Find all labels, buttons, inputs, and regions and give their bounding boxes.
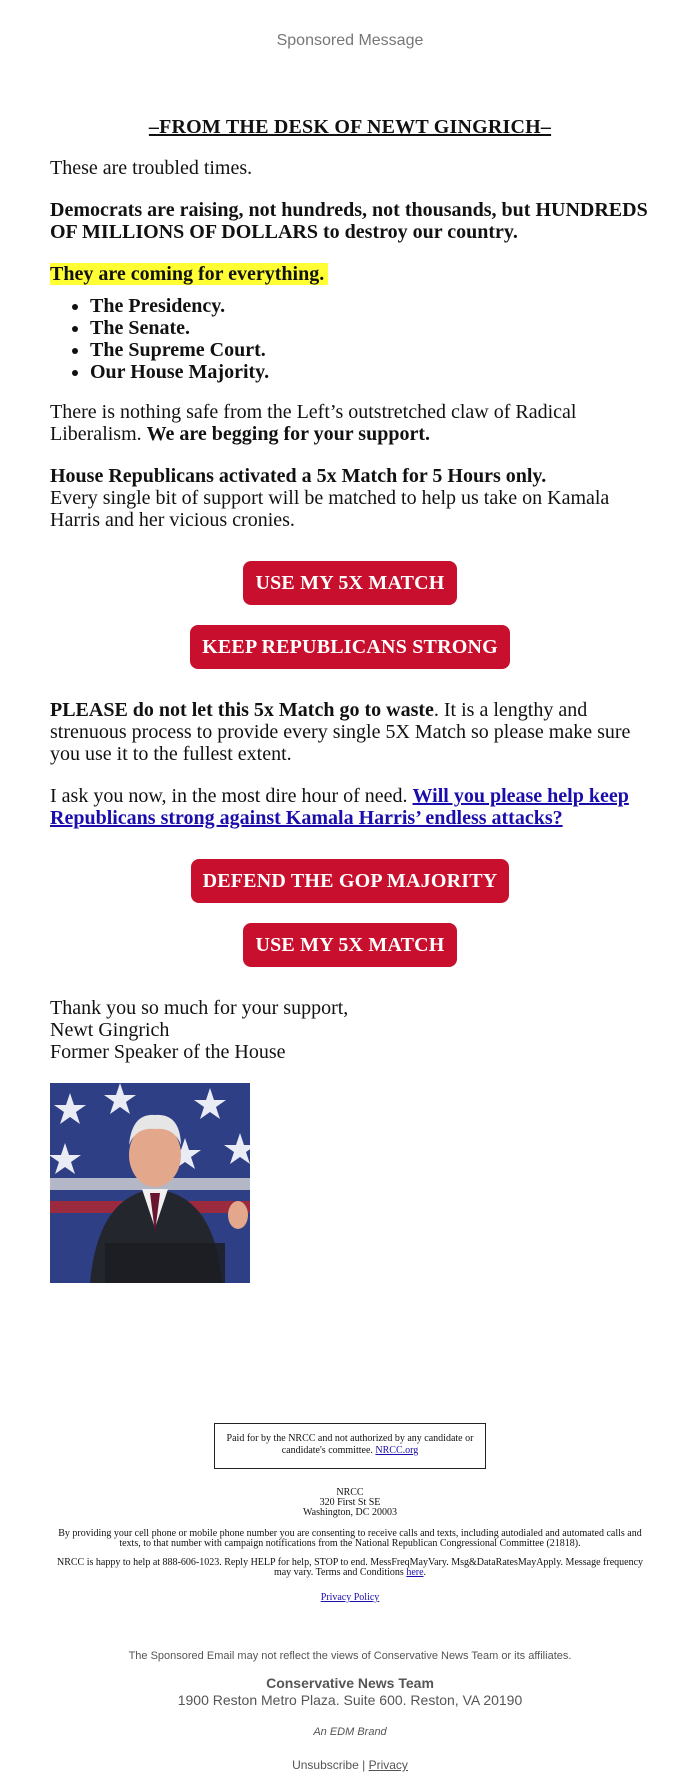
views-note: The Sponsored Email may not reflect the views of Conservative News Team or its affiliates.: [128, 1650, 572, 1662]
privacy-policy-row: [0, 1593, 700, 1603]
defend-gop-majority-button[interactable]: DEFEND THE GOP MAJORITY: [191, 859, 510, 903]
paragraph-text: There is nothing safe from the Left’s outstretched claw of Radical Liberalism.: [50, 401, 577, 445]
button-row: [50, 923, 650, 967]
org-address: 1900 Reston Metro Plaza. Suite 600. Reston, VA 20190: [177, 1692, 523, 1708]
paragraph-bold-text: PLEASE do not let this 5x Match go to waste: [50, 699, 434, 721]
nrcc-address: [0, 1488, 700, 1518]
signer-title: Former Speaker of the House: [50, 1041, 286, 1063]
disclaimer-text: Paid for by the NRCC and not authorized by any candidate or candidate's committee.: [226, 1433, 474, 1456]
paragraph-text: I ask you now, in the most dire hour of need.: [50, 785, 413, 807]
consent-text: By providing your cell phone or mobile phone number you are consenting to receive calls and texts, including autodialed and automated calls and texts, to that number with campaign notifications from the National Republican Congressional Committee (21818).: [58, 1528, 642, 1549]
address-line: 320 First St SE: [319, 1497, 381, 1508]
highlight-line: [50, 263, 650, 285]
list-item: • The Presidency.: [90, 295, 650, 317]
list-item: • Our House Majority.: [90, 361, 650, 383]
org-name: Conservative News Team: [266, 1675, 434, 1691]
brand-line: An EDM Brand: [313, 1726, 387, 1738]
paid-for-disclaimer: [214, 1423, 486, 1469]
address-line: NRCC: [336, 1487, 364, 1498]
paragraph-nothing-safe: [50, 401, 650, 445]
footer-links: [0, 1758, 700, 1772]
paragraph-text: . It is a lengthy and strenuous process to provide every single 5X Match so please make sure you use it to the fullest extent.: [50, 699, 631, 765]
nrcc-link[interactable]: NRCC.org: [375, 1445, 419, 1456]
paragraph-democrats: Democrats are raising, not hundreds, not thousands, but HUNDREDS OF MILLIONS OF DOLLARS to destroy our country.: [50, 199, 648, 243]
use-5x-match-button-2[interactable]: USE MY 5X MATCH: [243, 923, 456, 967]
use-5x-match-button[interactable]: USE MY 5X MATCH: [243, 561, 456, 605]
button-row: [50, 561, 650, 605]
button-row: [50, 859, 650, 903]
paragraph-please: [50, 699, 650, 765]
photo-illustration: [50, 1083, 250, 1283]
address-line: Washington, DC 20003: [303, 1507, 397, 1518]
keep-republicans-strong-button[interactable]: KEEP REPUBLICANS STRONG: [190, 625, 510, 669]
help-text: NRCC is happy to help at 888-606-1023. Reply HELP for help, STOP to end. MessFreqMayVary. Msg&DataRatesMayApply. Message frequency may vary. Terms and Conditions here.: [56, 1557, 644, 1578]
terms-here-link[interactable]: here: [406, 1567, 424, 1578]
help-text-body: NRCC is happy to help at 888-606-1023. Reply HELP for help, STOP to end. MessFreqMayVary. Msg&DataRatesMayApply. Message frequency may vary. Terms and Conditions: [56, 1557, 644, 1578]
button-row: [50, 625, 650, 669]
paragraph-troubled: These are troubled times.: [50, 157, 253, 179]
signoff: [50, 997, 650, 1063]
list-item: • The Supreme Court.: [90, 339, 650, 361]
sponsored-label: Sponsored Message: [276, 32, 424, 49]
paragraph-text: Every single bit of support will be matched to help us take on Kamala Harris and her vicious cronies.: [50, 487, 610, 531]
paragraph-bold-text: We are begging for your support.: [146, 423, 430, 445]
privacy-policy-link[interactable]: Privacy Policy: [320, 1592, 380, 1603]
signoff-line: Thank you so much for your support,: [50, 997, 349, 1019]
newt-gingrich-photo: [50, 1083, 250, 1283]
list-item: • The Senate.: [90, 317, 650, 339]
unsubscribe-link[interactable]: Unsubscribe: [292, 1758, 359, 1772]
paragraph-match: [50, 465, 650, 531]
bullet-list: [90, 295, 650, 383]
letter-body: [50, 116, 650, 1283]
highlight-text: They are coming for everything.: [50, 263, 328, 285]
signer-name: Newt Gingrich: [50, 1019, 170, 1041]
paragraph-ask: [50, 785, 650, 829]
desk-heading: –FROM THE DESK OF NEWT GINGRICH–: [148, 116, 552, 138]
privacy-link[interactable]: Privacy: [368, 1758, 408, 1772]
paragraph-bold-text: House Republicans activated a 5x Match for 5 Hours only.: [50, 465, 547, 487]
footer-separator: |: [362, 1758, 366, 1772]
help-keep-strong-link[interactable]: Will you please help keep Republicans strong against Kamala Harris’ endless attacks?: [50, 785, 629, 829]
